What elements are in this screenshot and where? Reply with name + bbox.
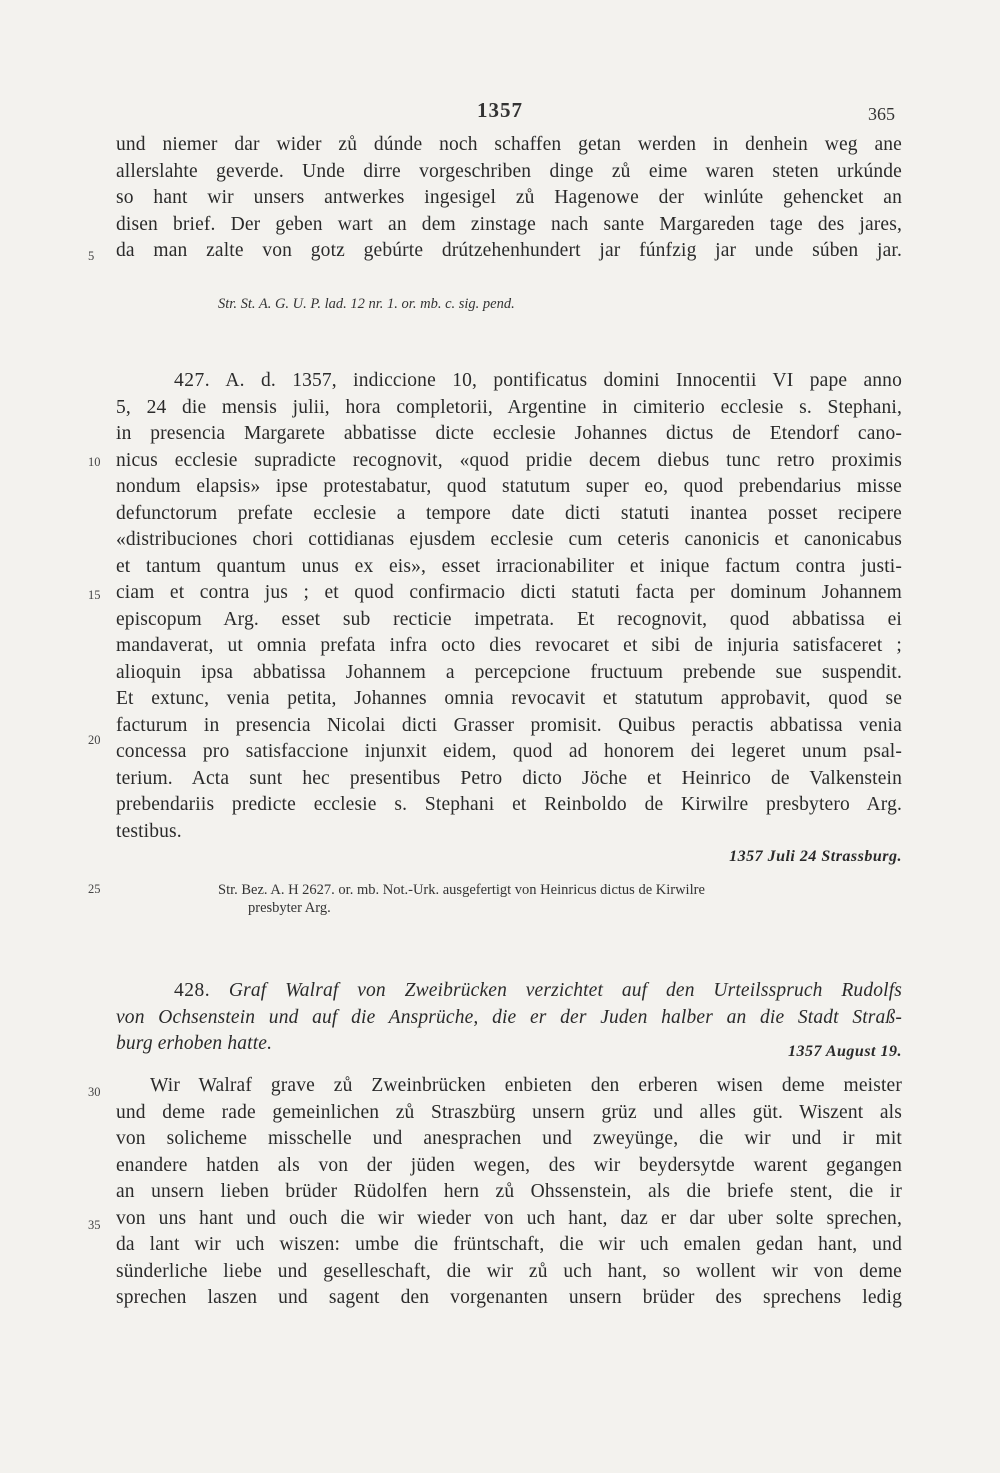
line-number: 5 [88,249,95,263]
text-line: prebendariis predicte ecclesie s. Stephani et Reinboldo de Kirwilre presbytero Arg. [116,794,902,815]
text-line: terium. Acta sunt hec presentibus Petro dicto Jöche et Heinrico de Valkenstein [116,767,902,789]
text-line: episcopum Arg. esset sub recticie impetrata. Et recognovit, quod abbatissa ei [116,608,902,630]
page-number: 365 [868,104,895,124]
entry-427-date: 1357 Juli 24 Strassburg. [729,848,902,865]
entry-427-source-continued: presbyter Arg. [248,900,331,916]
running-header-year: 1357 [477,98,523,122]
entry-428-body [116,1073,902,1312]
text-line: defunctorum prefate ecclesie a tempore date dicti statuti inantea posset recipere [116,502,902,524]
text-line: da lant wir uch wiszen: umbe die früntschaft, die wir uch emalen gedan hant, und [116,1234,902,1255]
entry-427 [116,368,902,845]
text-line: nondum elapsis» ipse protestabatur, quod statutum super eo, quod prebendarius misse [116,476,902,497]
text-line: 5, 24 die mensis julii, hora completorii, Argentine in cimiterio ecclesie s. Stephani, [116,396,902,418]
text-line: von solicheme misschelle und anesprachen und zweyünge, die wir und ir mit [116,1128,902,1149]
entry-427-source [218,882,705,899]
text-line: da man zalte von gotz gebúrte drútzehenhundert jar fúnfzig jar unde súben jar. [116,240,902,261]
text-line: enandere hatden als von der jüden wegen, des wir beydersytde warent gegangen [116,1154,902,1176]
text-line: mandaverat, ut omnia prefata infra octo dies revocaret et sibi de injuria satisfaceret ; [116,635,902,656]
continuation-paragraph [116,132,902,265]
text-line: disen brief. Der geben wart an dem zinstage nach sante Margareden tage des jares, [116,213,902,235]
text-line: an unsern lieben brüder Rüdolfen hern zů Ohssenstein, als die briefe stent, die ir [116,1181,902,1202]
entry-text: A. d. 1357, indiccione 10, pontificatus domini Innocentii VI pape anno [225,370,902,391]
text-line: Et extunc, venia petita, Johannes omnia revocavit et statutum approbavit, quod se [116,688,902,709]
text-line: sünderliche liebe und geselleschaft, die wir zů uch hant, so wollent wir von deme [116,1260,902,1282]
text-line: ciam et contra jus ; et quod confirmacio dicti statuti facta per dominum Johannem [116,582,902,603]
text-line: nicus ecclesie supradicte recognovit, «quod pridie decem diebus tunc retro proximis [116,449,902,471]
entry-428-heading [116,978,902,1058]
text-line: alioquin ipsa abbatissa Johannem a percepcione fructuum prebende sue suspendit. [116,661,902,683]
text-line: und deme rade gemeinlichen zů Straszbürg unsern grüz und alles güt. Wiszent als [116,1101,902,1123]
text-line: facturum in presencia Nicolai dicti Grasser promisit. Quibus peractis abbatissa venia [116,714,902,736]
entry-number: 428. [174,980,211,1001]
text-line: allerslahte geverde. Unde dirre vorgeschriben dinge zů eime waren steten urkúnde [116,160,902,182]
text-line: in presencia Margarete abbatisse dicte ecclesie Johannes dictus de Etendorf cano- [116,423,902,444]
line-number: 15 [88,588,101,602]
line-number: 35 [88,1218,101,1232]
text-line: sprechen laszen und sagent den vorgenanten unsern brüder des sprechens ledig [116,1287,902,1308]
text-line: von uns hant und ouch die wir wieder von uch hant, daz er dar uber solte sprechen, [116,1207,902,1229]
text-line: et tantum quantum unus ex eis», esset irracionabiliter et inique factum contra justi- [116,555,902,577]
text-line: testibus. [116,820,182,842]
source-citation [218,296,515,313]
line-number: 20 [88,733,101,747]
text-line [116,368,902,395]
text-line: so hant wir unsers antwerkes ingesigel zů Hagenowe der winlúte gehencket an [116,187,902,208]
heading-line: burg erhoben hatte. [116,1033,273,1054]
text-line: concessa pro satisfaccione injunxit eidem, quod ad honorem dei legeret unum psal- [116,741,902,762]
entry-428-date: 1357 August 19. [787,1043,902,1060]
heading-text: Graf Walraf von Zweibrücken verzichtet auf den Urteilsspruch Rudolfs [228,980,902,1001]
text-line: und niemer dar wider zů dúnde noch schaffen getan werden in denhein weg ane [116,134,902,155]
entry-number: 427. [174,370,211,391]
heading-line [116,978,902,1005]
line-number: 30 [88,1085,101,1099]
line-number: 25 [88,882,101,896]
line-number: 10 [88,455,101,469]
source-text: Str. Bez. A. H 2627. or. mb. Not.-Urk. ausgefertigt von Heinricus dictus de Kirwilre [218,882,705,898]
source-text: Str. St. A. G. U. P. lad. 12 nr. 1. or. mb. c. sig. pend. [218,296,515,312]
heading-line: von Ochsenstein und auf die Ansprüche, die er der Juden halber an die Stadt Straß- [116,1006,902,1028]
text-line: Wir Walraf grave zů Zweinbrücken enbieten den erberen wisen deme meister [150,1075,902,1096]
text-line: «distribuciones chori cottidianas ejusdem ecclesie cum ceteris canonicis et canonicabus [116,529,902,550]
